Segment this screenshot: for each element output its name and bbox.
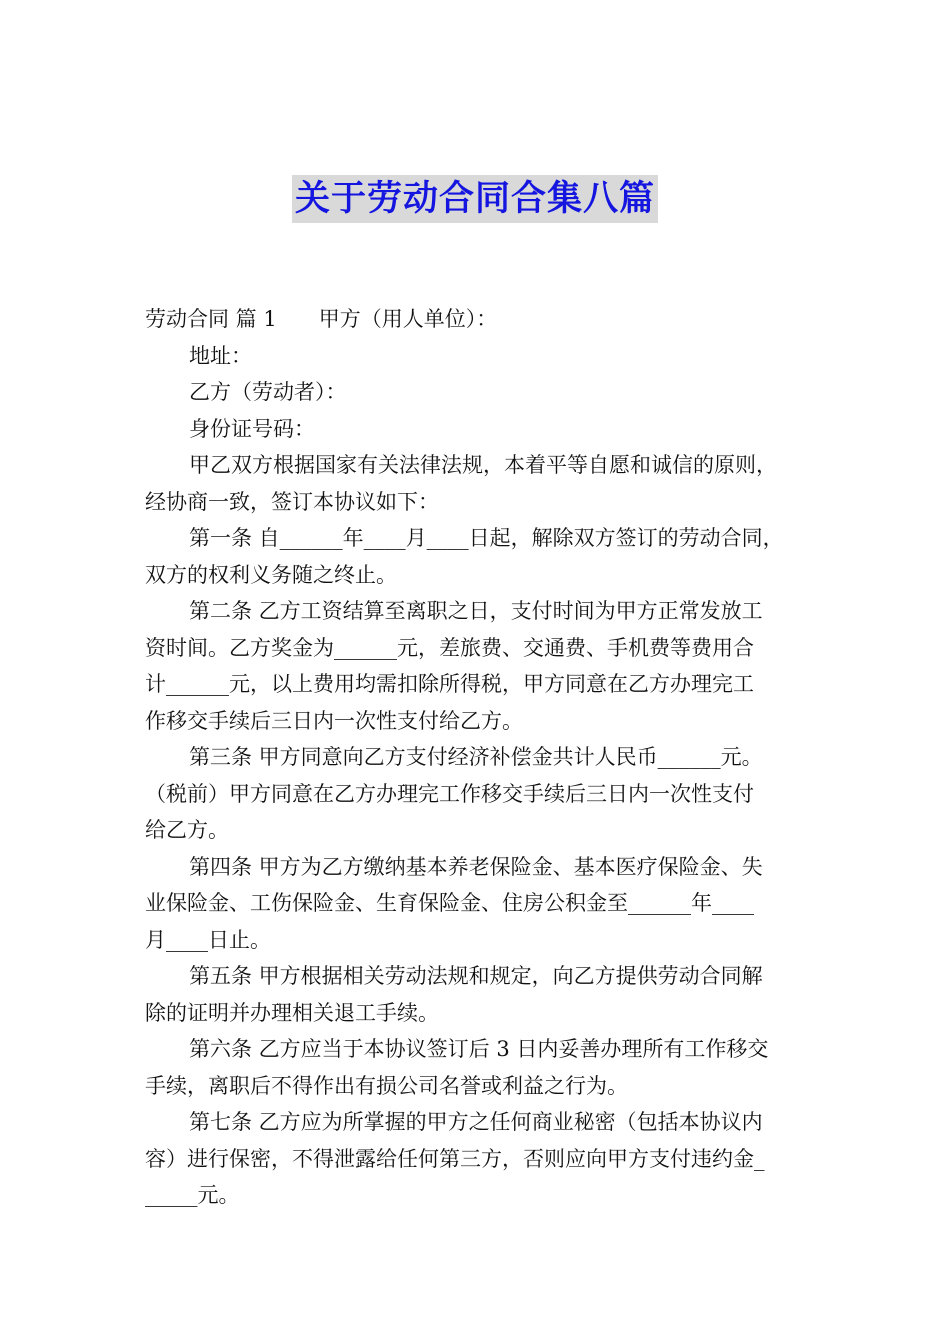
article-3-line: 第三条 甲方同意向乙方支付经济补偿金共计人民币______元。: [189, 745, 763, 769]
article-1-line: 第一条 自______年____月____日起，解除双方签订的劳动合同，: [189, 526, 784, 550]
paragraph-line: 资时间。乙方奖金为______元，差旅费、交通费、手机费等费用合: [145, 635, 754, 660]
paragraph-line: 月____日止。: [145, 927, 271, 952]
party-b-line: 乙方（劳动者）：: [189, 380, 347, 404]
paragraph-line: 除的证明并办理相关退工手续。: [145, 1000, 439, 1025]
article-5-line: 第五条 甲方根据相关劳动法规和规定，向乙方提供劳动合同解: [189, 964, 763, 988]
id-number-line: 身份证号码：: [189, 416, 315, 441]
header-line: [145, 301, 810, 338]
article-4-line: 第四条 甲方为乙方缴纳基本养老保险金、基本医疗保险金、失: [189, 854, 763, 879]
party-a-label: 甲方（用人单位）：: [318, 307, 498, 331]
article-2-line: 第二条 乙方工资结算至离职之日，支付时间为甲方正常发放工: [189, 599, 763, 623]
paragraph-line: 手续，离职后不得作出有损公司名誉或利益之行为。: [145, 1073, 628, 1098]
section-label: 劳动合同 篇 1: [145, 307, 277, 331]
document-body: [145, 301, 810, 1214]
paragraph-line: 经协商一致，签订本协议如下：: [145, 489, 439, 514]
paragraph-line: _____元。: [145, 1183, 240, 1207]
paragraph-line: 作移交手续后三日内一次性支付给乙方。: [145, 708, 523, 733]
article-7-line: 第七条 乙方应为所掌握的甲方之任何商业秘密（包括本协议内: [189, 1110, 763, 1134]
paragraph-line: 计______元，以上费用均需扣除所得税，甲方同意在乙方办理完工: [145, 672, 754, 696]
address-line: 地址：: [189, 343, 252, 368]
title-container: [0, 175, 950, 223]
paragraph-line: 给乙方。: [145, 818, 229, 842]
document-title: 关于劳动合同合集八篇: [292, 175, 658, 223]
paragraph-line: （税前）甲方同意在乙方办理完工作移交手续后三日内一次性支付: [145, 781, 754, 806]
paragraph-line: 甲乙双方根据国家有关法律法规，本着平等自愿和诚信的原则，: [189, 453, 777, 477]
paragraph-line: 容）进行保密，不得泄露给任何第三方，否则应向甲方支付违约金_: [145, 1146, 765, 1171]
article-6-line: 第六条 乙方应当于本协议签订后 3 日内妥善办理所有工作移交: [189, 1037, 769, 1061]
paragraph-line: 双方的权利义务随之终止。: [145, 562, 397, 587]
paragraph-line: 业保险金、工伤保险金、生育保险金、住房公积金至______年____: [145, 891, 754, 915]
